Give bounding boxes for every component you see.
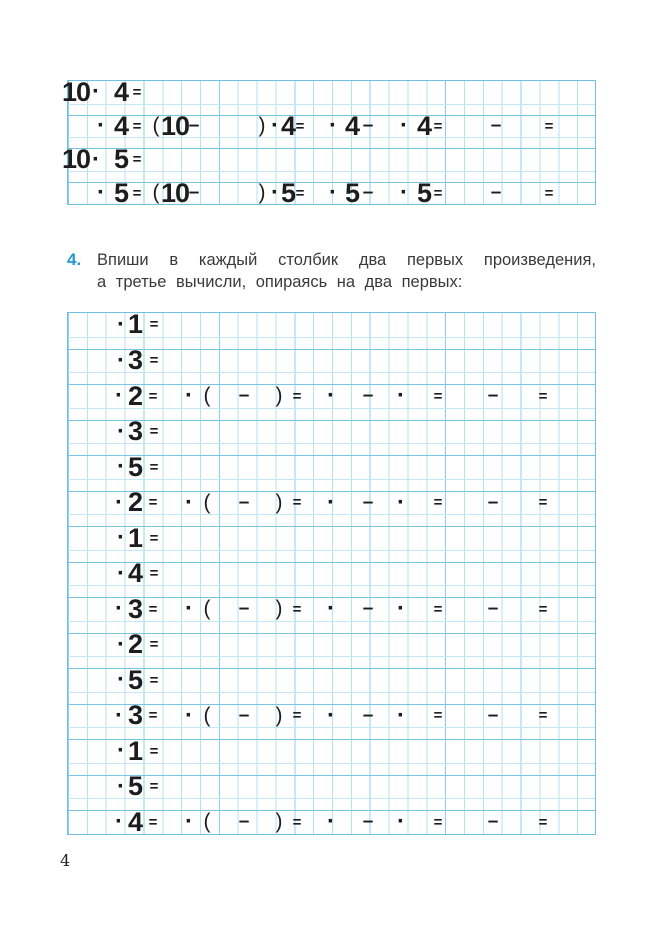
spacer-row [68, 443, 595, 455]
equation-row [68, 735, 595, 766]
equation-token: · [400, 112, 408, 140]
equation-token: 3 [127, 593, 143, 624]
equation-token: = [148, 813, 158, 831]
equation-token: – [238, 598, 250, 620]
spacer-row [68, 514, 595, 526]
equation-token: = [149, 671, 159, 689]
equation-row [61, 76, 595, 107]
spacer-row [68, 763, 595, 775]
equation-token: · [117, 772, 125, 800]
equation-token: ) [275, 384, 283, 408]
equation-token: 10 [160, 110, 190, 141]
equation-token: 5 [113, 144, 129, 175]
equation-token: – [362, 811, 374, 833]
equation-token: – [238, 491, 250, 513]
equation-token: = [149, 423, 159, 441]
equation-token: – [362, 385, 374, 407]
equation-token: · [117, 346, 125, 374]
equation-token: 5 [127, 771, 143, 802]
equation-token: ( [203, 490, 211, 514]
equation-token: ( [203, 384, 211, 408]
equation-token: = [538, 600, 548, 618]
equation-token: · [115, 701, 123, 729]
equation-token: = [433, 813, 443, 831]
equation-token: = [538, 813, 548, 831]
equation-token: · [271, 112, 279, 140]
equation-token: ) [258, 114, 266, 138]
equation-row [68, 664, 595, 695]
equation-token: · [397, 488, 405, 516]
spacer-row [68, 337, 595, 349]
equation-token: – [362, 115, 374, 137]
equation-token: = [149, 529, 159, 547]
equation-token: · [115, 595, 123, 623]
equation-token: = [292, 387, 302, 405]
equation-token: – [362, 704, 374, 726]
equation-token: · [185, 701, 193, 729]
equation-token: 2 [127, 487, 143, 518]
spacer-row [68, 727, 595, 739]
equation-token: – [188, 182, 200, 204]
equation-token: · [397, 382, 405, 410]
equation-token: · [117, 630, 125, 658]
equation-row [68, 558, 595, 589]
equation-row [68, 806, 595, 837]
top-practice-grid [61, 76, 596, 208]
equation-token: · [397, 808, 405, 836]
equation-token: 3 [127, 345, 143, 376]
equation-token: = [149, 778, 159, 796]
equation-token: = [149, 352, 159, 370]
equation-row [68, 416, 595, 447]
equation-token: – [487, 704, 499, 726]
equation-row [68, 177, 595, 208]
equation-token: – [487, 598, 499, 620]
equation-token: 4 [113, 76, 129, 107]
equation-token: 2 [127, 629, 143, 660]
equation-row [68, 522, 595, 553]
equation-token: 10 [61, 76, 91, 107]
equation-token: · [397, 595, 405, 623]
equation-token: 5 [416, 177, 432, 208]
equation-row [68, 593, 595, 624]
equation-token: 1 [127, 522, 143, 553]
equation-token: ) [258, 181, 266, 205]
equation-token: · [327, 488, 335, 516]
equation-token: = [433, 387, 443, 405]
equation-row [68, 629, 595, 660]
equation-token: · [329, 112, 337, 140]
equation-token: · [97, 112, 105, 140]
equation-token: = [292, 600, 302, 618]
equation-token: · [115, 488, 123, 516]
equation-token: · [397, 701, 405, 729]
equation-token: 4 [113, 110, 129, 141]
equation-row [68, 487, 595, 518]
equation-token: 1 [127, 735, 143, 766]
equation-token: · [92, 145, 100, 173]
equation-token: = [538, 494, 548, 512]
equation-token: – [238, 704, 250, 726]
spacer-row [68, 408, 595, 420]
equation-token: 4 [344, 110, 360, 141]
equation-token: · [400, 179, 408, 207]
equation-token: = [538, 387, 548, 405]
equation-token: · [327, 701, 335, 729]
equation-row [61, 144, 595, 175]
equation-token: – [490, 115, 502, 137]
equation-token: · [185, 595, 193, 623]
equation-token: 3 [127, 416, 143, 447]
equation-token: 5 [127, 451, 143, 482]
equation-token: 5 [280, 177, 296, 208]
equation-token: = [148, 600, 158, 618]
equation-token: · [117, 524, 125, 552]
equation-token: ) [275, 703, 283, 727]
equation-token: ( [203, 703, 211, 727]
equation-token: 4 [280, 110, 296, 141]
equation-token: – [362, 491, 374, 513]
equation-token: ( [203, 597, 211, 621]
equation-token: · [327, 382, 335, 410]
equation-token: = [148, 707, 158, 725]
equation-token: ) [275, 810, 283, 834]
equation-token: – [362, 598, 374, 620]
equation-token: ( [152, 181, 160, 205]
equation-row [68, 771, 595, 802]
equation-token: 5 [344, 177, 360, 208]
exercise-grid [67, 309, 596, 837]
equation-token: = [433, 707, 443, 725]
equation-token: – [487, 385, 499, 407]
task-text-line-2: а третье вычисли, опираясь на два первых: [97, 273, 463, 291]
equation-token: = [538, 707, 548, 725]
equation-token: – [238, 811, 250, 833]
equation-token: ( [203, 810, 211, 834]
equation-token: 3 [127, 700, 143, 731]
equation-token: = [149, 316, 159, 334]
equation-token: = [148, 494, 158, 512]
equation-token: 1 [127, 309, 143, 340]
equation-token: = [148, 387, 158, 405]
equation-token: – [487, 491, 499, 513]
equation-token: 10 [61, 144, 91, 175]
equation-token: · [115, 808, 123, 836]
page-number: 4 [60, 851, 71, 870]
equation-token: · [327, 595, 335, 623]
equation-row [68, 700, 595, 731]
equation-token: = [544, 184, 554, 202]
equation-row [68, 380, 595, 411]
equation-token: · [185, 488, 193, 516]
equation-token: · [117, 417, 125, 445]
equation-token: = [433, 184, 443, 202]
equation-token: 4 [127, 558, 143, 589]
task-4 [67, 249, 596, 293]
equation-token: = [149, 636, 159, 654]
equation-token: = [295, 184, 305, 202]
equation-row [68, 451, 595, 482]
equation-token: 5 [113, 177, 129, 208]
equation-token: = [149, 742, 159, 760]
equation-token: · [97, 179, 105, 207]
equation-token: · [117, 559, 125, 587]
equation-token: ) [275, 490, 283, 514]
equation-token: · [117, 310, 125, 338]
equation-token: 5 [127, 664, 143, 695]
equation-token: = [149, 458, 159, 476]
equation-token: = [295, 117, 305, 135]
equation-token: = [132, 151, 142, 169]
equation-token: · [185, 382, 193, 410]
spacer-row [68, 137, 595, 148]
equation-token: = [292, 707, 302, 725]
equation-token: = [433, 600, 443, 618]
equation-token: = [132, 83, 142, 101]
equation-token: 2 [127, 380, 143, 411]
equation-token: = [292, 813, 302, 831]
equation-token: – [490, 182, 502, 204]
equation-token: = [292, 494, 302, 512]
equation-token: – [188, 115, 200, 137]
spacer-row [68, 550, 595, 562]
equation-token: ( [152, 114, 160, 138]
equation-token: · [117, 453, 125, 481]
task-text [97, 249, 596, 293]
equation-token: 4 [127, 806, 143, 837]
equation-token: · [117, 666, 125, 694]
equation-token: · [92, 78, 100, 106]
equation-token: · [327, 808, 335, 836]
equation-token: – [362, 182, 374, 204]
task-number: 4. [67, 250, 82, 269]
equation-token: · [185, 808, 193, 836]
equation-token: = [544, 117, 554, 135]
equation-row [68, 110, 595, 141]
equation-token: – [238, 385, 250, 407]
equation-row [68, 345, 595, 376]
equation-token: · [117, 737, 125, 765]
spacer-row [68, 656, 595, 668]
equation-token: · [271, 179, 279, 207]
task-text-line-1: Впиши в каждый столбик два первых произведения, [97, 251, 596, 269]
equation-token: = [433, 117, 443, 135]
equation-token: – [487, 811, 499, 833]
equation-token: · [115, 382, 123, 410]
equation-token: ) [275, 597, 283, 621]
equation-token: · [329, 179, 337, 207]
equation-token: = [132, 117, 142, 135]
equation-row [68, 309, 595, 340]
equation-token: = [149, 565, 159, 583]
equation-token: = [433, 494, 443, 512]
equation-token: 4 [416, 110, 432, 141]
equation-token: = [132, 184, 142, 202]
spacer-row [68, 621, 595, 633]
equation-token: 10 [160, 177, 190, 208]
